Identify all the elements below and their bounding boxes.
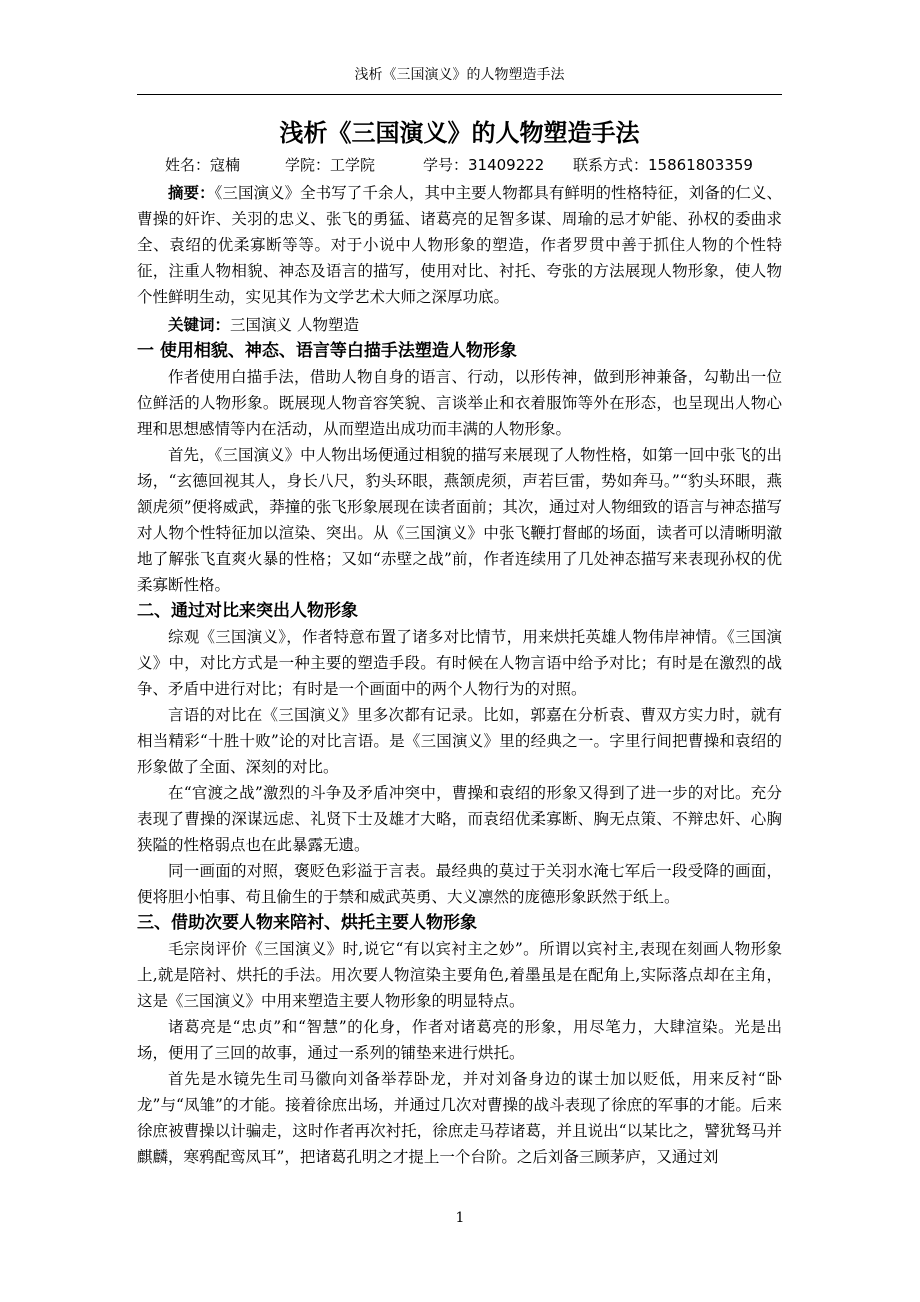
author-student-id: 学号：31409222	[423, 156, 545, 174]
abstract-label: 摘要：	[168, 183, 215, 202]
author-contact: 联系方式：15861803359	[573, 156, 753, 174]
author-info	[137, 154, 782, 176]
paragraph: 综观《三国演义》，作者特意布置了诸多对比情节，用来烘托英雄人物伟岸神情。《三国演义》中，对比方式是一种主要的塑造手段。有时候在人物言语中给予对比；有时是在激烈的战争、矛盾中进行对比；有时是一个画面中的两个人物行为的对照。	[137, 628, 782, 698]
keywords-text: 三国演义 人物塑造	[230, 316, 359, 334]
running-header: 浅析《三国演义》的人物塑造手法	[354, 67, 565, 83]
paragraph: 言语的对比在《三国演义》里多次都有记录。比如，郭嘉在分析袁、曹双方实力时，就有相当精彩“十胜十败”论的对比言语。是《三国演义》里的经典之一。字里行间把曹操和袁绍的形象做了全面、深刻的对比。	[137, 706, 782, 776]
author-college: 学院：工学院	[285, 156, 376, 174]
paragraph: 首先，《三国演义》中人物出场便通过相貌的描写来展现了人物性格，如第一回中张飞的出场，“玄德回视其人，身长八尺，豹头环眼，燕颔虎须，声若巨雷，势如奔马。”“豹头环眼，燕颔虎须”便将威武，莽撞的张飞形象展现在读者面前；其次，通过对人物细致的语言与神态描写对人物个性特征加以渲染、突出。从《三国演义》中张飞鞭打督邮的场面，读者可以清晰明澈地了解张飞直爽火暴的性格；又如“赤壁之战”前，作者连续用了几处神态描写来表现孙权的优柔寡断性格。	[137, 446, 782, 594]
section-heading: 二、通过对比来突出人物形象	[137, 601, 358, 621]
header-rule	[137, 94, 782, 95]
document-body	[137, 116, 782, 1170]
author-name: 姓名：寇楠	[165, 156, 241, 174]
paragraph: 毛宗岗评价《三国演义》时,说它“有以宾衬主之妙”。所谓以宾衬主,表现在刻画人物形象上,就是陪衬、烘托的手法。用次要人物渲染主要角色,着墨虽是在配角上,实际落点却在主角，这是《三国演义》中用来塑造主要人物形象的明显特点。	[137, 940, 782, 1010]
page-title: 浅析《三国演义》的人物塑造手法	[279, 119, 640, 147]
paragraph: 在“官渡之战”激烈的斗争及矛盾冲突中，曹操和袁绍的形象又得到了进一步的对比。充分表现了曹操的深谋远虑、礼贤下士及雄才大略，而袁绍优柔寡断、胸无点策、不辩忠奸、心胸狭隘的性格弱点也在此暴露无遗。	[137, 784, 782, 854]
page-number: 1	[455, 1210, 465, 1226]
abstract	[137, 180, 782, 310]
keywords-label: 关键词：	[168, 315, 231, 334]
section-heading: 一 使用相貌、神态、语言等白描手法塑造人物形象	[137, 341, 517, 361]
abstract-text: 《三国演义》全书写了千余人，其中主要人物都具有鲜明的性格特征，刘备的仁义、曹操的奸诈、关羽的忠义、张飞的勇猛、诸葛亮的足智多谋、周瑜的忌才妒能、孙权的委曲求全、袁绍的优柔寡断等等。对于小说中人物形象的塑造，作者罗贯中善于抓住人物的个性特征，注重人物相貌、神态及语言的描写，使用对比、衬托、夸张的方法展现人物形象，使人物个性鲜明生动，实见其作为文学艺术大师之深厚功底。	[137, 184, 782, 306]
section-heading: 三、借助次要人物来陪衬、烘托主要人物形象	[137, 913, 477, 933]
paragraph: 作者使用白描手法，借助人物自身的语言、行动，以形传神，做到形神兼备，勾勒出一位位鲜活的人物形象。既展现人物音容笑貌、言谈举止和衣着服饰等外在形态，也呈现出人物心理和思想感情等内在活动，从而塑造出成功而丰满的人物形象。	[137, 368, 782, 438]
paragraph: 诸葛亮是“忠贞”和“智慧”的化身，作者对诸葛亮的形象，用尽笔力，大肆渲染。光是出场，便用了三回的故事，通过一系列的铺垫来进行烘托。	[137, 1018, 782, 1062]
paragraph: 同一画面的对照，褒贬色彩溢于言表。最经典的莫过于关羽水淹七军后一段受降的画面，便将胆小怕事、苟且偷生的于禁和威武英勇、大义凛然的庞德形象跃然于纸上。	[137, 862, 782, 906]
paragraph: 首先是水镜先生司马徽向刘备举荐卧龙，并对刘备身边的谋士加以贬低，用来反衬“卧龙”与“凤雏”的才能。接着徐庶出场，并通过几次对曹操的战斗表现了徐庶的军事的才能。后来徐庶被曹操以计骗走，这时作者再次衬托，徐庶走马荐诸葛，并且说出“以某比之，譬犹驽马并麒麟，寒鸦配鸾凤耳”，把诸葛孔明之才提上一个台阶。之后刘备三顾茅庐，又通过刘	[137, 1070, 782, 1166]
keywords	[137, 312, 782, 338]
